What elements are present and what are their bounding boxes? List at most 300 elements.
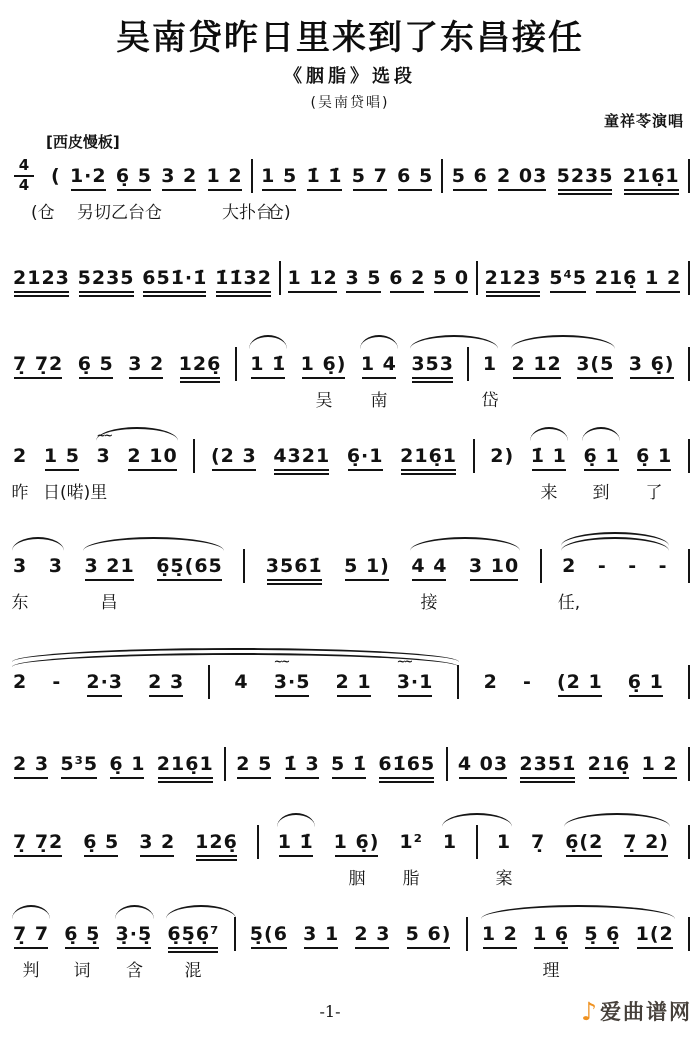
notes-row xyxy=(50,160,690,192)
score-line-7 xyxy=(12,748,690,820)
note-cell xyxy=(564,831,604,853)
note-token: 4 03 xyxy=(457,753,509,775)
lyrics-row xyxy=(12,386,690,412)
note-cell xyxy=(442,831,458,853)
note-token: 3 2 xyxy=(128,353,165,375)
lyric-syllable: 吴 xyxy=(315,391,333,411)
mordent-ornament: ~~ xyxy=(396,655,412,668)
note-cell xyxy=(260,165,298,187)
note-token: 3561̇ xyxy=(265,555,323,577)
note-token: 3 1 xyxy=(303,923,340,945)
note-cell xyxy=(12,555,28,577)
note-cell xyxy=(556,671,604,693)
note-token: 1 xyxy=(482,353,498,375)
barline xyxy=(208,665,210,699)
note-cell xyxy=(273,655,312,693)
note-cell xyxy=(194,831,239,853)
percussion-row xyxy=(12,198,690,224)
note-token: 1 5 xyxy=(43,445,80,467)
slur-tie-arc xyxy=(410,537,520,551)
note-cell xyxy=(12,267,71,289)
note-token: 2123 xyxy=(484,267,542,289)
note-token: (2 3 xyxy=(210,445,257,467)
note-token: 6 2 xyxy=(389,267,426,289)
note-token: 3̣·5̣ xyxy=(115,923,153,945)
barline xyxy=(688,665,690,699)
note-cell xyxy=(496,831,512,853)
note-token: 6̣ 5 xyxy=(115,165,152,187)
note-token: 4 4 xyxy=(411,555,448,577)
lyric-syllable: 南 xyxy=(370,391,388,411)
note-token: 6̣ 1 xyxy=(109,753,146,775)
barline xyxy=(688,549,690,583)
notes-row xyxy=(12,348,690,380)
note-cell xyxy=(249,923,289,945)
slur-tie-arc xyxy=(561,532,669,546)
note-cell xyxy=(12,353,64,375)
note-cell xyxy=(156,753,215,775)
note-cell xyxy=(530,445,568,467)
note-cell xyxy=(556,165,615,187)
note-cell xyxy=(265,555,324,577)
note-cell xyxy=(583,923,621,945)
time-signature-bottom: 4 xyxy=(18,175,30,194)
time-signature-top: 4 xyxy=(14,158,34,177)
score-line-4 xyxy=(11,429,690,512)
barline xyxy=(467,347,469,381)
mordent-ornament: ~~ xyxy=(273,655,289,668)
lyric-syllable: 了 xyxy=(645,483,663,503)
note-cell xyxy=(582,445,620,467)
note-cell xyxy=(77,267,136,289)
barline xyxy=(466,917,468,951)
note-token: 1 4 xyxy=(360,353,397,375)
note-cell xyxy=(96,429,112,467)
note-cell xyxy=(115,165,153,187)
barline xyxy=(243,549,245,583)
note-token: (2 1 xyxy=(556,671,603,693)
note-cell xyxy=(147,671,185,693)
note-cell xyxy=(160,165,198,187)
note-token: 5³5 xyxy=(60,753,99,775)
lyric-syllable: 岱 xyxy=(481,391,499,411)
note-token: 6̣5̣(65 xyxy=(156,555,223,577)
note-cell xyxy=(518,753,577,775)
barline xyxy=(441,159,443,193)
note-cell xyxy=(138,831,176,853)
note-cell xyxy=(561,555,577,577)
note-token: 216̣1 xyxy=(622,165,680,187)
barline xyxy=(476,825,478,859)
note-token: 2351̇ xyxy=(519,753,577,775)
note-cell xyxy=(622,165,681,187)
note-cell xyxy=(12,753,50,775)
note-cell xyxy=(108,753,146,775)
note-cell xyxy=(351,165,389,187)
slur-tie-arc xyxy=(530,427,568,441)
note-cell xyxy=(482,353,498,375)
barline xyxy=(279,261,281,295)
note-token: 61̇65 xyxy=(378,753,436,775)
note-cell xyxy=(51,671,62,693)
note-token: 1 5 xyxy=(261,165,298,187)
barline xyxy=(688,261,690,295)
note-token: 1 1̇ xyxy=(250,353,287,375)
slur-tie-arc xyxy=(166,905,236,919)
note-token: 6̣5̣6̣⁷ xyxy=(167,923,220,945)
note-token: 7̣ xyxy=(531,831,546,853)
note-cell xyxy=(481,923,519,945)
note-token: 2 3 xyxy=(148,671,185,693)
note-token: 2 xyxy=(13,671,28,693)
note-token: - xyxy=(52,671,62,693)
barline xyxy=(193,439,195,473)
lyric-syllable: 词 xyxy=(73,961,91,981)
slur-tie-arc xyxy=(410,335,498,349)
note-cell xyxy=(12,445,28,467)
note-cell xyxy=(178,353,223,375)
note-token: 6̣·1 xyxy=(346,445,384,467)
note-token: 2 1 xyxy=(335,671,372,693)
barline xyxy=(251,159,253,193)
note-cell xyxy=(330,753,368,775)
note-token: 126̣ xyxy=(195,831,238,853)
note-cell xyxy=(627,671,665,693)
lyric-syllable: 昨 xyxy=(11,483,29,503)
note-token: 1̇ 1̇ xyxy=(306,165,343,187)
note-token: 2123 xyxy=(13,267,70,289)
score-line-5 xyxy=(12,550,690,622)
slur-tie-arc xyxy=(115,905,154,919)
lyric-syllable: 东 xyxy=(11,593,29,613)
note-cell xyxy=(635,923,675,945)
note-cell xyxy=(597,555,608,577)
lyric-syllable: 理 xyxy=(542,961,560,981)
note-token: - xyxy=(628,555,638,577)
lyric-syllable: 含 xyxy=(126,961,143,981)
note-token: 2 xyxy=(13,445,28,467)
note-token: 1 2 xyxy=(645,267,682,289)
lyrics-row xyxy=(12,786,690,812)
note-token: 5⁴5 xyxy=(549,267,587,289)
note-token: 5 1̇ xyxy=(330,753,368,775)
slur-tie-arc xyxy=(360,335,398,349)
notes-row xyxy=(12,918,690,950)
note-token: 5 0 xyxy=(433,267,470,289)
lyric-syllable: (仓 xyxy=(31,203,55,223)
note-cell xyxy=(82,831,120,853)
score-line-3 xyxy=(12,348,690,420)
note-cell xyxy=(622,831,670,853)
note-cell xyxy=(343,555,391,577)
note-cell xyxy=(628,353,676,375)
note-cell xyxy=(360,353,398,375)
barline xyxy=(688,825,690,859)
note-token: 2·3 xyxy=(86,671,124,693)
note-cell xyxy=(59,753,99,775)
note-cell xyxy=(432,267,470,289)
page-number: -1- xyxy=(319,1002,341,1021)
note-cell xyxy=(522,671,533,693)
note-cell xyxy=(587,753,632,775)
lyric-syllable: 案 xyxy=(495,869,513,889)
performer-credit: 童祥苓演唱 xyxy=(603,112,684,130)
note-token: 2 3 xyxy=(354,923,391,945)
lyric-syllable: 混 xyxy=(184,961,202,981)
music-note-icon: ♪ xyxy=(581,996,597,1026)
note-token: 6̣ 1 xyxy=(636,445,673,467)
barline xyxy=(688,347,690,381)
slur-tie-arc xyxy=(12,537,64,551)
note-token: 1² xyxy=(399,831,423,853)
note-cell xyxy=(398,831,424,853)
note-cell xyxy=(346,445,385,467)
note-token: 1(2 xyxy=(635,923,674,945)
note-cell xyxy=(166,923,220,945)
note-cell xyxy=(141,267,208,289)
notes-row xyxy=(12,655,690,698)
barline xyxy=(234,917,236,951)
note-cell xyxy=(214,267,273,289)
note-token: 216̣1 xyxy=(156,753,214,775)
note-cell xyxy=(594,267,639,289)
note-cell xyxy=(575,353,615,375)
note-cell xyxy=(511,353,563,375)
note-cell xyxy=(286,267,338,289)
note-cell xyxy=(658,555,669,577)
note-token: - xyxy=(522,671,532,693)
mordent-ornament: ~~ xyxy=(96,429,111,442)
note-token: 1·2 xyxy=(69,165,107,187)
lyrics-row xyxy=(12,300,690,326)
note-cell xyxy=(548,267,588,289)
lyrics-row xyxy=(12,478,690,504)
note-token: 3 10 xyxy=(468,555,520,577)
lyrics-row xyxy=(12,588,690,614)
note-token: 1 xyxy=(496,831,512,853)
slur-tie-arc xyxy=(12,648,459,662)
note-cell xyxy=(235,753,273,775)
note-cell xyxy=(69,165,108,187)
note-cell xyxy=(644,267,682,289)
note-cell xyxy=(277,831,315,853)
note-cell xyxy=(396,165,434,187)
note-token: 4321 xyxy=(273,445,331,467)
notes-row xyxy=(12,826,690,858)
score-line-9 xyxy=(12,918,690,990)
note-cell xyxy=(627,555,638,577)
note-token: 6̣ 1 xyxy=(583,445,620,467)
note-token: 2 3 xyxy=(13,753,50,775)
note-cell xyxy=(126,445,178,467)
note-token: 1 6̣ xyxy=(533,923,570,945)
lyric-syllable: 到 xyxy=(592,483,610,503)
barline xyxy=(688,747,690,781)
note-cell xyxy=(344,267,382,289)
note-token: 3·1 xyxy=(396,671,434,693)
slur-tie-arc xyxy=(582,427,620,441)
notes-row xyxy=(12,550,690,582)
note-cell xyxy=(530,831,546,853)
note-cell xyxy=(233,671,249,693)
note-token: ( xyxy=(51,165,61,187)
note-cell xyxy=(377,753,436,775)
note-cell xyxy=(335,671,373,693)
barline xyxy=(235,347,237,381)
note-token: - xyxy=(597,555,607,577)
site-logo xyxy=(581,996,692,1026)
note-token: 2 xyxy=(483,671,498,693)
note-cell xyxy=(115,923,154,945)
note-token: 3 6̣) xyxy=(628,353,675,375)
note-token: 1̇ 3 xyxy=(283,753,320,775)
note-token: 126̣ xyxy=(178,353,222,375)
note-token: 7̣ 7̣2 xyxy=(13,353,64,375)
lyrics-row xyxy=(12,956,690,982)
note-cell xyxy=(127,353,165,375)
slur-tie-arc xyxy=(12,905,50,919)
singer-attribution: (吴南贷唱) xyxy=(310,95,390,111)
barline xyxy=(446,747,448,781)
note-token: 3 xyxy=(48,555,63,577)
note-cell xyxy=(641,753,679,775)
notes-row xyxy=(12,262,690,294)
note-cell xyxy=(302,923,340,945)
barline xyxy=(473,439,475,473)
note-token: 651̇·1̇ xyxy=(142,267,208,289)
note-token: 3·5 xyxy=(273,671,311,693)
note-cell xyxy=(333,831,381,853)
note-token: 216̣ xyxy=(587,753,631,775)
note-cell xyxy=(50,165,62,187)
lyric-syllable: 胭 xyxy=(348,869,366,889)
note-token: 6̣(2 xyxy=(565,831,604,853)
barline xyxy=(688,159,690,193)
note-cell xyxy=(206,165,244,187)
note-cell xyxy=(353,923,391,945)
note-cell xyxy=(48,555,64,577)
notes-row xyxy=(12,429,690,472)
note-token: 216̣1 xyxy=(400,445,458,467)
piece-subtitle: 《胭脂》选段 xyxy=(284,66,416,87)
note-token: 3 2 xyxy=(161,165,198,187)
lyric-syllable: 脂 xyxy=(402,869,420,889)
note-token: 5̣(6 xyxy=(249,923,288,945)
note-cell xyxy=(388,267,426,289)
note-token: - xyxy=(658,555,668,577)
note-token: 7̣ 7 xyxy=(13,923,50,945)
note-token: 2 12 xyxy=(511,353,562,375)
note-cell xyxy=(483,671,499,693)
notes-row xyxy=(12,748,690,780)
note-cell xyxy=(305,165,343,187)
lyric-syllable: 任, xyxy=(557,593,581,613)
lyrics-row xyxy=(12,704,690,730)
note-cell xyxy=(12,923,50,945)
note-cell xyxy=(283,753,321,775)
note-token: 353 xyxy=(411,353,454,375)
barline xyxy=(257,825,259,859)
lyric-syllable: 昌 xyxy=(100,593,118,613)
note-token: 2 03 xyxy=(497,165,548,187)
lyric-syllable: 另切乙台仓 xyxy=(77,203,162,223)
slur-tie-arc xyxy=(83,537,224,551)
note-cell xyxy=(489,445,515,467)
note-cell xyxy=(496,165,548,187)
note-token: 1 12 xyxy=(287,267,338,289)
note-token: 3 21 xyxy=(84,555,135,577)
score-line-1 xyxy=(12,160,690,232)
barline xyxy=(457,665,459,699)
note-token: 3 2 xyxy=(139,831,176,853)
note-token: 3 xyxy=(13,555,28,577)
score-line-6 xyxy=(12,655,690,738)
note-token: 6̣ 5̣ xyxy=(64,923,101,945)
barline xyxy=(540,549,542,583)
note-token: 6̣ 5 xyxy=(83,831,120,853)
note-token: 6 5 xyxy=(397,165,434,187)
note-token: 2 xyxy=(562,555,577,577)
note-cell xyxy=(85,671,124,693)
note-token: 1 xyxy=(442,831,458,853)
barline xyxy=(688,917,690,951)
tempo-mark: [西皮慢板] xyxy=(46,133,120,151)
note-cell xyxy=(468,555,520,577)
note-token: 5 6 xyxy=(451,165,488,187)
note-token: 6̣ 1 xyxy=(627,671,664,693)
note-token: 1 6̣) xyxy=(300,353,347,375)
note-token: 2 10 xyxy=(127,445,178,467)
note-token: 5 1) xyxy=(344,555,390,577)
note-cell xyxy=(410,555,448,577)
note-token: 5 6) xyxy=(405,923,452,945)
note-cell xyxy=(155,555,224,577)
note-token: 5235 xyxy=(77,267,135,289)
note-cell xyxy=(457,753,509,775)
note-cell xyxy=(63,923,101,945)
note-cell xyxy=(410,353,455,375)
note-token: 1̇ 1 xyxy=(530,445,567,467)
note-token: 2 5 xyxy=(236,753,273,775)
site-name: 爱曲谱网 xyxy=(600,1000,692,1024)
note-token: 5̣ 6̣ xyxy=(584,923,621,945)
lyrics-row xyxy=(12,864,690,890)
note-token: 1 1̇ xyxy=(277,831,314,853)
note-cell xyxy=(43,445,81,467)
note-cell xyxy=(484,267,543,289)
note-cell xyxy=(396,655,435,693)
note-cell xyxy=(272,445,331,467)
note-token: 2) xyxy=(490,445,515,467)
note-token: 1 2 xyxy=(481,923,518,945)
lyric-syllable: 日(喏)里 xyxy=(43,483,108,503)
note-token: 1 2 xyxy=(641,753,678,775)
note-cell xyxy=(210,445,258,467)
note-cell xyxy=(405,923,453,945)
barline xyxy=(224,747,226,781)
note-cell xyxy=(12,671,28,693)
barline xyxy=(476,261,478,295)
lyric-syllable: 接 xyxy=(420,593,438,613)
note-token: 6̣ 5 xyxy=(77,353,114,375)
lyric-syllable: 来 xyxy=(540,483,558,503)
slur-tie-arc xyxy=(249,335,287,349)
note-token: 3(5 xyxy=(576,353,615,375)
note-token: 1 6̣) xyxy=(333,831,380,853)
note-cell xyxy=(451,165,489,187)
note-token: 216̣ xyxy=(594,267,638,289)
note-token: 3 xyxy=(96,445,111,467)
